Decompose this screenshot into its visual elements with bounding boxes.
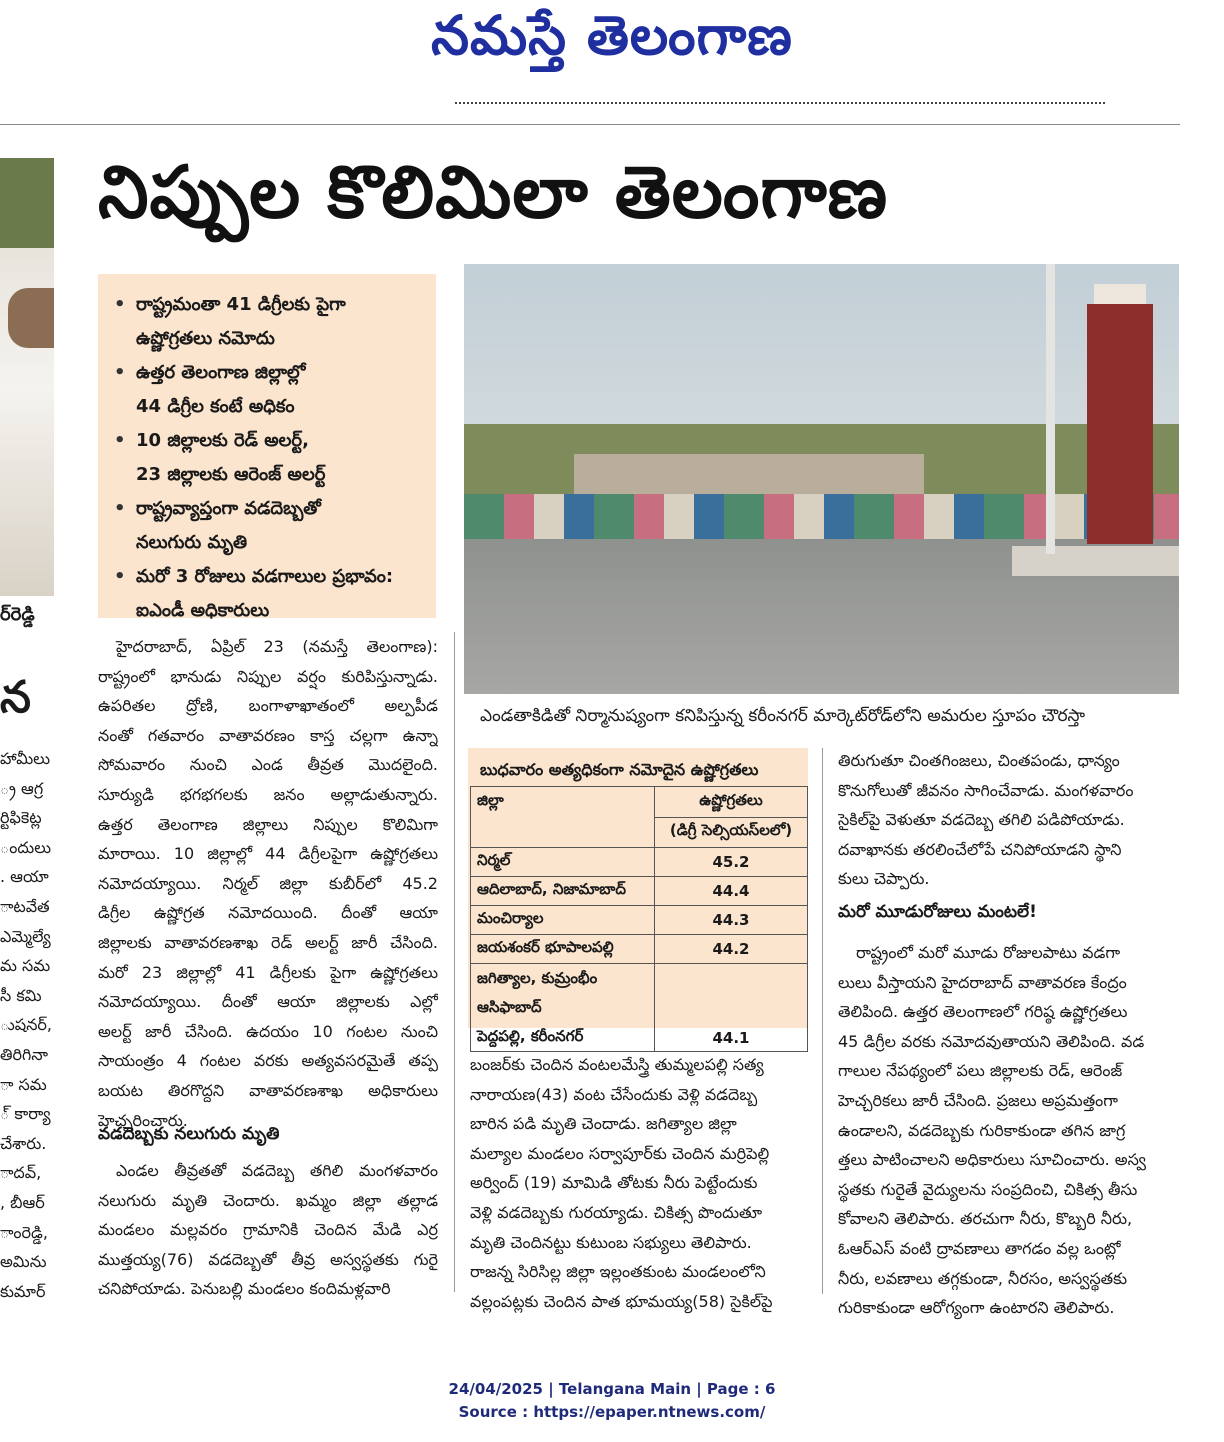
article-line: నీరు, లవణాలు తగ్గకుండా, నీరసం, అస్వస్థతకు	[838, 1268, 1128, 1288]
highlight-item	[114, 356, 436, 424]
district-name: నిర్మల్	[477, 851, 511, 869]
table-row	[471, 877, 808, 906]
article-line: నమోదయ్యాయి. దీంతో ఆయా జిల్లాలకు ఎల్లో	[98, 992, 438, 1012]
header-temp: ఉష్ణోగ్రతలు	[655, 787, 808, 818]
table-header-row	[471, 787, 808, 818]
left-column-line: కుమార్	[0, 1281, 46, 1301]
article-line: సైకిల్‌పై వెళుతూ వడదెబ్బ తగిలి పడిపోయాడు.	[838, 810, 1125, 830]
header-rule	[0, 124, 1180, 125]
highlight-text: ఉష్ణోగ్రతలు నమోదు	[136, 328, 275, 349]
highlight-text: • రాష్ట్రవ్యాప్తంగా వడదెబ్బతో	[136, 498, 321, 519]
highlight-item	[114, 424, 436, 492]
temperature-cell: 44.3	[655, 906, 808, 935]
highlight-item	[114, 560, 436, 628]
article-line: సూర్యుడి భగభగలకు జనం అల్లాడుతున్నారు.	[98, 784, 438, 804]
left-column-line: ్ కార్యా	[0, 1104, 51, 1124]
article-line: హెచ్చరించారు.	[98, 1110, 188, 1130]
highlight-text: • మరో 3 రోజులు వడగాలుల ప్రభావం:	[136, 566, 394, 587]
left-column-line: అమిను	[0, 1252, 47, 1272]
article-line: మల్యాల మండలం సర్వాపూర్‌కు చెందిన మర్రిపెల్లి	[470, 1143, 770, 1163]
article-line: దవాఖానకు తరలించేలోపే చనిపోయాడని స్థాని	[838, 839, 1122, 859]
highlight-text: • రాష్ట్రమంతా 41 డిగ్రీలకు పైగా	[136, 294, 346, 315]
article-line: రాష్ట్రంలో భానుడు నిప్పుల వర్షం కురిపిస్తున్నాడు.	[98, 666, 438, 686]
footer-source: Source : https://epaper.ntnews.com/	[458, 1403, 766, 1421]
article-line: ఓఆర్‌ఎస్ వంటి ద్రావణాలు తాగడం వల్ల ఒంట్లో	[838, 1238, 1121, 1258]
article-line: ఎండల తీవ్రతతో వడదెబ్బ తగిలి మంగళవారం	[116, 1161, 438, 1180]
table-title: బుధవారం అత్యధికంగా నమోదైన ఉష్ణోగ్రతలు	[480, 760, 759, 779]
highlight-text: 44 డిగ్రీల కంటే అధికం	[136, 396, 295, 417]
left-photo-caption: ర్‌రెడ్డి	[0, 604, 35, 625]
masthead-logo: నమస్తే తెలంగాణ	[431, 4, 793, 67]
left-column-line: ాటవేత	[0, 896, 50, 916]
article-line: జిల్లాలకు వాతావరణశాఖ రెడ్ అలర్ట్ జారీ చేసింది.	[98, 932, 438, 952]
article-column-3	[838, 746, 1180, 894]
left-column-line: ర్టిఫికెట్ల	[0, 808, 42, 828]
highlight-text: • ఉత్తర తెలంగాణ జిల్లాల్లో	[136, 362, 306, 383]
article-line: మారాయి. 10 జిల్లాల్లో 44 డిగ్రీలపైగా ఉష్ణోగ్రతలు	[98, 844, 438, 864]
article-line: డిగ్రీల ఉష్ణోగ్రత నమోదయింది. దీంతో ఆయా	[98, 903, 438, 923]
left-headline-fragment: న	[0, 672, 31, 723]
district-name: మంచిర్యాల	[477, 909, 544, 927]
column-divider	[822, 748, 823, 1294]
district-cell	[471, 848, 655, 877]
article-line: గాలుల నేపథ్యంలో పలు జిల్లాలకు రెడ్, ఆరెంజ్	[838, 1061, 1123, 1081]
article-line: ముత్తయ్య(76) వడదెబ్బతో తీవ్ర అస్వస్థతకు గురై	[98, 1249, 438, 1269]
temperature-cell: 45.2	[655, 848, 808, 877]
article-column-3-cont	[838, 938, 1180, 1323]
article-line: మండలం మల్లవరం గ్రామానికి చెందిన మేడి ఎర్ర	[98, 1220, 438, 1240]
district-name: ఆదిలాబాద్, నిజామాబాద్	[477, 880, 626, 898]
article-line: సాయంత్రం 4 గంటల వరకు అత్యవసరమైతే తప్ప	[98, 1051, 438, 1071]
district-name: జగిత్యాల, కుమ్రంభీం ఆసిఫాబాద్	[477, 969, 598, 1016]
article-line: మరో 23 జిల్లాల్లో 41 డిగ్రీలకు పైగా ఉష్ణోగ్రతలు	[98, 962, 438, 982]
article-line: రాష్ట్రంలో మరో మూడు రోజులపాటు వడగా	[856, 943, 1121, 962]
left-column-line: . ఆయా	[0, 867, 49, 887]
highlight-item	[114, 288, 436, 356]
article-line: స్థతకు గురైతే వైద్యులను సంప్రదించి, చికిత్స తీసు	[838, 1179, 1138, 1199]
table-row	[471, 906, 808, 935]
highlights-box	[98, 274, 436, 621]
left-column-line: ాదవ్,	[0, 1163, 42, 1183]
left-column-fragment	[0, 744, 54, 1306]
article-line: ఉండాలని, వడదెబ్బకు గురికాకుండా తగిన జాగ్ర	[838, 1120, 1126, 1140]
article-line: ఉపరితల ద్రోణి, బంగాళాఖాతంలో అల్పపీడ	[98, 696, 438, 716]
left-column-line: ుషనర్,	[0, 1015, 52, 1035]
highlight-text: • 10 జిల్లాలకు రెడ్ అలర్ట్,	[136, 430, 309, 451]
article-line: హైదరాబాద్, ఏప్రిల్ 23 (నమస్తే తెలంగాణ):	[116, 637, 438, 656]
district-cell	[471, 877, 655, 906]
article-line: వల్లంపట్లకు చెందిన పాత భూమయ్య(58) సైకిల్‌పై	[470, 1291, 773, 1311]
article-line: చనిపోయాడు. పెనుబల్లి మండలం కందిమళ్లవారి	[98, 1279, 391, 1299]
article-line: బయట తిరగొద్దని వాతావరణశాఖ అధికారులు	[98, 1080, 438, 1100]
temperature-cell: 44.4	[655, 877, 808, 906]
district-cell	[471, 906, 655, 935]
article-line: అలర్ట్ జారీ చేసింది. ఉదయం 10 గంటల నుంచి	[98, 1021, 438, 1041]
left-column-line: హామీలు	[0, 749, 51, 768]
district-name: జయశంకర్ భూపాలపల్లి	[477, 938, 614, 956]
article-line: ఉత్తర తెలంగాణ జిల్లాలు నిప్పుల కొలిమిగా	[98, 814, 438, 834]
left-cropped-photo	[0, 158, 54, 596]
district-cell	[471, 964, 655, 1052]
left-column-line: ందులు	[0, 837, 52, 857]
article-line: నంతో గతవారం వాతావరణం కాస్త చల్లగా ఉన్నా	[98, 725, 438, 745]
page-headline: నిప్పుల కొలిమిలా తెలంగాణ	[98, 150, 889, 234]
highlight-text: నలుగురు మృతి	[136, 532, 248, 553]
left-column-line: ఎమ్మెల్యే	[0, 926, 51, 946]
district-cell	[471, 935, 655, 964]
article-line: అర్వింద్ (19) మామిడి తోటకు నీరు పెట్టేందుకు	[470, 1173, 758, 1193]
masthead-tagline-decoration	[455, 92, 1105, 104]
left-column-line: ్ర ఆగ్ర	[0, 778, 44, 798]
article-line: నమోదయ్యాయి. నిర్మల్ జిల్లా కుబీర్‌లో 45.2	[98, 873, 438, 893]
header-district: జిల్లా	[471, 787, 655, 848]
left-column-line: మ సమ	[0, 956, 51, 976]
article-line: బంజర్‌కు చెందిన వంటలమేస్త్రి తుమ్మలపల్లి సత్య	[470, 1055, 764, 1074]
article-line: సోమవారం నుంచి ఎండ తీవ్రత మొదలైంది.	[98, 755, 438, 775]
table-row	[471, 935, 808, 964]
article-line: వెళ్లి వడదెబ్బకు గురయ్యాడు. చికిత్స పొందుతూ	[470, 1202, 763, 1222]
left-column-line: , బీఆర్	[0, 1192, 45, 1212]
subheading-forecast: మరో మూడురోజులు మంటలే!	[838, 902, 1037, 922]
article-line: నలుగురు మృతి చెందారు. ఖమ్మం జిల్లా తల్లాడ	[98, 1190, 438, 1210]
article-line: తిరుగుతూ చింతగింజలు, చింతపండు, ధాన్యం	[838, 751, 1120, 770]
district-name: పెద్దపల్లి, కరీంనగర్	[477, 1027, 584, 1045]
highlight-text: ఐఎండీ అధికారులు	[136, 600, 270, 621]
column-divider	[454, 632, 455, 1292]
article-line: కోవాలని తెలిపారు. తరచుగా నీరు, కొబ్బరి నీరు,	[838, 1209, 1133, 1229]
article-line: నారాయణ(43) వంట చేసేందుకు వెళ్లి వడదెబ్బ	[470, 1084, 758, 1104]
article-line: త్తలు పాటించాలని అధికారులు సూచించారు. అస్వ	[838, 1150, 1146, 1170]
footer-date-page: 24/04/2025 | Telangana Main | Page : 6	[448, 1380, 776, 1398]
left-column-line: ాంరెడ్డి,	[0, 1222, 48, 1242]
temperature-cell: 44.2	[655, 935, 808, 964]
article-column-1	[98, 632, 438, 1135]
subheading-deaths: వడదెబ్బకు నలుగురు మృతి	[98, 1124, 280, 1144]
article-line: కులు చెప్పారు.	[838, 869, 930, 889]
article-line: రాజన్న సిరిసిల్ల జిల్లా ఇల్లంతకుంట మండలంలోని	[470, 1262, 766, 1282]
header-temp-unit: (డిగ్రీ సెల్సియస్‌లలో)	[655, 817, 808, 848]
left-column-line: ా సమ	[0, 1074, 47, 1094]
article-line: బారిన పడి మృతి చెందాడు. జగిత్యాల జిల్లా	[470, 1114, 737, 1134]
article-line: లులు వీస్తాయని హైదరాబాద్ వాతావరణ కేంద్రం	[838, 972, 1127, 992]
article-line: హెచ్చరికలు జారీ చేసింది. ప్రజలు అప్రమత్తంగా	[838, 1090, 1119, 1110]
left-column-line: తిరిగినా	[0, 1044, 48, 1064]
left-column-line: చేశారు.	[0, 1133, 47, 1153]
market-road-photo	[464, 264, 1179, 694]
article-line: కొనుగోలుతో జీవనం సాగించేవాడు. మంగళవారం	[838, 780, 1134, 800]
article-line: తెలిపింది. ఉత్తర తెలంగాణలో గరిష్ఠ ఉష్ణోగ్రతలు	[838, 1002, 1128, 1022]
article-column-2	[470, 1050, 810, 1316]
highlight-text: 23 జిల్లాలకు ఆరెంజ్ అలర్ట్	[136, 464, 326, 485]
temperature-table	[470, 786, 808, 1052]
article-line: 45 డిగ్రీల వరకు నమోదవుతాయని తెలిపింది. వడ	[838, 1031, 1145, 1051]
table-row	[471, 848, 808, 877]
temperature-cell: 44.1	[655, 964, 808, 1052]
table-row	[471, 964, 808, 1052]
highlight-item	[114, 492, 436, 560]
article-line: మృతి చెందినట్టు కుటుంబ సభ్యులు తెలిపారు.	[470, 1232, 752, 1252]
left-column-line: సీ కమి	[0, 985, 42, 1005]
article-line: గురికాకుండా ఆరోగ్యంగా ఉంటారని తెలిపారు.	[838, 1298, 1115, 1318]
article-column-1-cont	[98, 1156, 438, 1304]
photo-caption: ఎండతాకిడితో నిర్మానుష్యంగా కనిపిస్తున్న కరీంనగర్ మార్కెట్‌రోడ్‌లోని అమరుల స్తూపం చౌరస్తా	[480, 706, 1086, 726]
